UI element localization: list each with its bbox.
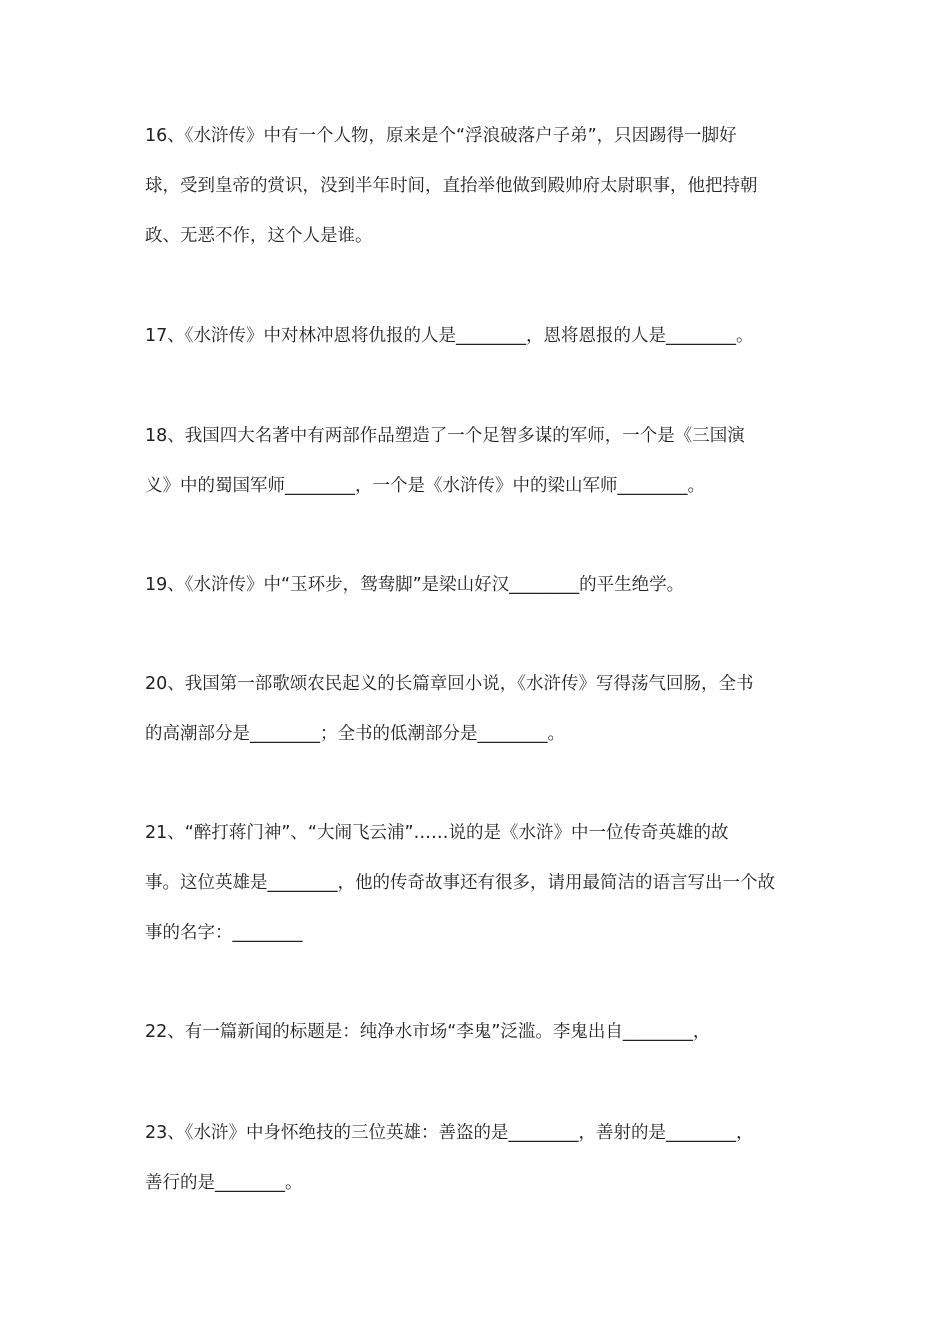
question-19-line-1: 19、《水浒传》中“玉环步，鸳鸯脚”是梁山好汉________的平生绝学。: [145, 575, 685, 595]
question-22: [145, 1007, 815, 1057]
question-21-line-1: 21、“醉打蒋门神”、“大闹飞云浦”……说的是《水浒》中一位传奇英雄的故: [145, 823, 729, 843]
question-23: [145, 1108, 815, 1208]
question-21: [145, 808, 815, 958]
question-18-line-2: 义》中的蜀国军师________，一个是《水浒传》中的梁山军师________。: [145, 476, 705, 496]
question-20-line-2: 的高潮部分是________；全书的低潮部分是________。: [145, 724, 565, 744]
question-23-line-2: 善行的是________。: [145, 1173, 303, 1193]
question-19: [145, 560, 815, 610]
question-20-line-1: 20、我国第一部歌颂农民起义的长篇章回小说，《水浒传》写得荡气回肠，全书: [145, 674, 754, 694]
question-21-line-2: 事。这位英雄是________，他的传奇故事还有很多，请用最简洁的语言写出一个故: [145, 873, 775, 893]
question-17-line-1: 17、《水浒传》中对林冲恩将仇报的人是________，恩将恩报的人是________。: [145, 326, 754, 346]
question-16-line-3: 政、无恶不作，这个人是谁。: [145, 226, 373, 246]
question-16-line-1: 16、《水浒传》中有一个人物，原来是个“浮浪破落户子弟”，只因踢得一脚好: [145, 126, 737, 146]
question-16-line-2: 球，受到皇帝的赏识，没到半年时间，直抬举他做到殿帅府太尉职事，他把持朝: [145, 176, 758, 196]
question-20: [145, 659, 815, 759]
question-17: [145, 311, 815, 361]
question-18-line-1: 18、我国四大名著中有两部作品塑造了一个足智多谋的军师，一个是《三国演: [145, 426, 745, 446]
question-16: [145, 111, 815, 261]
question-18: [145, 411, 815, 511]
question-23-line-1: 23、《水浒》中身怀绝技的三位英雄：善盗的是________，善射的是________，: [145, 1123, 754, 1143]
question-21-line-3: 事的名字：________: [145, 923, 303, 943]
question-22-line-1: 22、有一篇新闻的标题是：纯净水市场“李鬼”泛滥。李鬼出自________，: [145, 1022, 711, 1042]
